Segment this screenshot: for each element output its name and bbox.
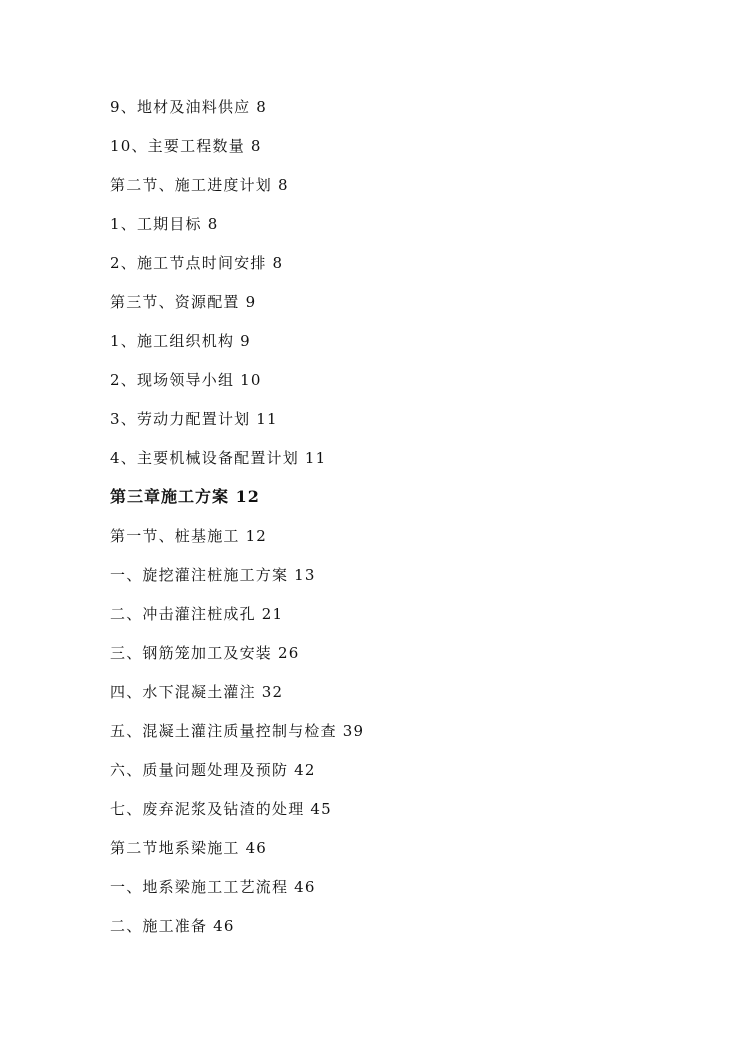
toc-entry[interactable]: 一、旋挖灌注桩施工方案 13	[110, 566, 316, 584]
toc-entry[interactable]: 二、冲击灌注桩成孔 21	[110, 605, 284, 623]
toc-entry[interactable]: 第三节、资源配置 9	[110, 293, 257, 311]
toc-entry[interactable]: 4、主要机械设备配置计划 11	[110, 449, 327, 467]
toc-entry[interactable]: 1、工期目标 8	[110, 215, 219, 233]
toc-entry[interactable]: 七、废弃泥浆及钻渣的处理 45	[110, 800, 332, 818]
toc-entry[interactable]: 第二节地系梁施工 46	[110, 839, 268, 857]
toc-entry[interactable]: 一、地系梁施工工艺流程 46	[110, 878, 316, 896]
toc-chapter-heading[interactable]: 第三章施工方案 12	[110, 487, 260, 506]
toc-entry[interactable]: 10、主要工程数量 8	[110, 137, 262, 155]
toc-entry[interactable]: 四、水下混凝土灌注 32	[110, 683, 284, 701]
toc-entry[interactable]: 二、施工准备 46	[110, 917, 235, 935]
toc-entry[interactable]: 第二节、施工进度计划 8	[110, 176, 289, 194]
toc-entry[interactable]: 五、混凝土灌注质量控制与检查 39	[110, 722, 365, 740]
toc-entry[interactable]: 3、劳动力配置计划 11	[110, 410, 278, 428]
table-of-contents	[110, 94, 670, 952]
toc-entry[interactable]: 2、施工节点时间安排 8	[110, 254, 284, 272]
toc-entry[interactable]: 2、现场领导小组 10	[110, 371, 262, 389]
toc-entry[interactable]: 1、施工组织机构 9	[110, 332, 251, 350]
toc-entry[interactable]: 9、地材及油料供应 8	[110, 98, 268, 116]
toc-entry[interactable]: 第一节、桩基施工 12	[110, 527, 268, 545]
toc-entry[interactable]: 六、质量问题处理及预防 42	[110, 761, 316, 779]
toc-entry[interactable]: 三、钢筋笼加工及安装 26	[110, 644, 300, 662]
